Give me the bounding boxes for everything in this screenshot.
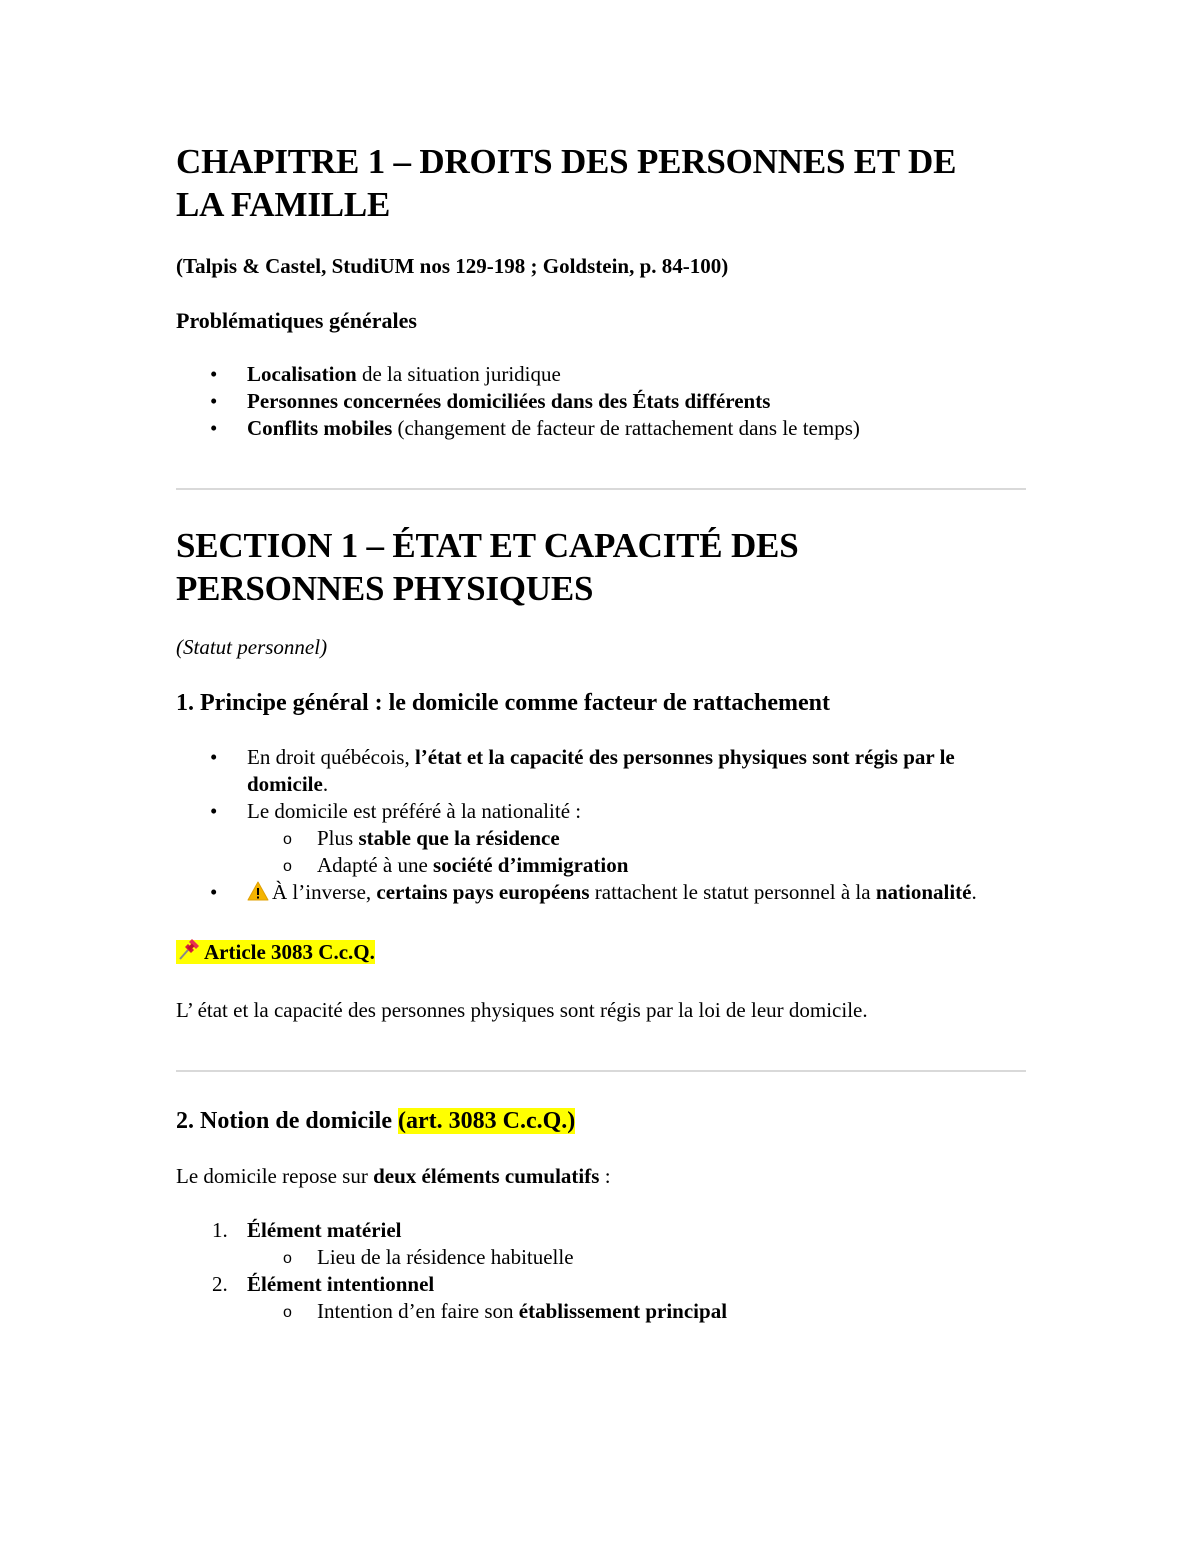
item-bold: l’état et la capacité des personnes physiques sont régis par le domicile: [247, 745, 955, 796]
list-item: [176, 1217, 1026, 1244]
item-bold: société d’immigration: [433, 853, 629, 877]
item-bold: Personnes concernées domiciliées dans des États différents: [247, 389, 771, 413]
item-bold: Conflits mobiles: [247, 416, 393, 440]
principe-list: [176, 744, 1026, 908]
item-text: Plus: [317, 826, 359, 850]
sub-bullet-icon: o: [283, 831, 292, 848]
item-bold: stable que la résidence: [358, 826, 560, 850]
problematiques-heading: Problématiques générales: [176, 308, 417, 333]
item-text: .: [971, 880, 977, 904]
item-text: rattachent le statut personnel à la: [589, 880, 876, 904]
sub-list-item: [176, 825, 1026, 852]
bullet-icon: •: [210, 799, 218, 823]
item-bold: certains pays européens: [376, 880, 590, 904]
intro-bold: deux éléments cumulatifs: [373, 1164, 600, 1188]
sub-list-item: [176, 1244, 1026, 1271]
sub-bullet-icon: o: [283, 858, 292, 875]
item-text: Lieu de la résidence habituelle: [317, 1245, 574, 1269]
section-divider: [176, 1070, 1026, 1072]
list-item: [176, 415, 1026, 442]
domicile-intro: [176, 1163, 1026, 1190]
principe-heading: 1. Principe général : le domicile comme facteur de rattachement: [176, 690, 830, 716]
list-number: 1.: [212, 1218, 228, 1242]
item-bold: établissement principal: [518, 1299, 728, 1323]
warning-icon: [247, 881, 269, 908]
item-bold: Élément intentionnel: [247, 1272, 435, 1296]
domicile-heading-highlight: (art. 3083 C.c.Q.): [398, 1108, 576, 1134]
intro-text: :: [599, 1164, 611, 1188]
item-text: Le domicile est préféré à la nationalité :: [247, 799, 582, 823]
item-text: de la situation juridique: [356, 362, 561, 386]
item-bold: nationalité: [875, 880, 972, 904]
bullet-icon: •: [210, 745, 218, 769]
list-item: [176, 388, 1026, 415]
item-text: En droit québécois,: [247, 745, 415, 769]
bullet-icon: •: [210, 389, 218, 413]
domicile-heading: [176, 1106, 1026, 1136]
section-divider: [176, 488, 1026, 490]
bullet-icon: •: [210, 362, 218, 386]
list-item: [176, 879, 1026, 908]
item-text: Intention d’en faire son: [317, 1299, 519, 1323]
item-text: À l’inverse,: [272, 880, 377, 904]
domicile-heading-text: 2. Notion de domicile: [176, 1108, 398, 1134]
item-text: Adapté à une: [317, 853, 434, 877]
intro-text: Le domicile repose sur: [176, 1164, 374, 1188]
domicile-elements-list: [176, 1217, 1026, 1325]
item-text: .: [322, 772, 329, 796]
article-label-line: [176, 936, 1026, 969]
article-text: L’ état et la capacité des personnes physiques sont régis par la loi de leur domicile.: [176, 998, 868, 1022]
list-item: [176, 361, 1026, 388]
article-highlight: [176, 940, 375, 964]
sub-bullet-icon: o: [283, 1250, 292, 1267]
list-item: [176, 744, 1026, 798]
chapter-title: CHAPITRE 1 – DROITS DES PERSONNES ET DE LA FAMILLE: [176, 142, 957, 224]
sub-list-item: [176, 1298, 1026, 1325]
item-bold: Localisation: [247, 362, 357, 386]
sub-bullet-icon: o: [283, 1304, 292, 1321]
list-item: [176, 1271, 1026, 1298]
bullet-icon: •: [210, 416, 218, 440]
sub-list-item: [176, 852, 1026, 879]
item-text: (changement de facteur de rattachement dans le temps): [392, 416, 860, 440]
article-label: Article 3083 C.c.Q.: [204, 940, 375, 964]
list-number: 2.: [212, 1272, 228, 1296]
problematiques-list: [176, 361, 1026, 442]
section-subtitle: (Statut personnel): [176, 635, 328, 659]
chapter-references: (Talpis & Castel, StudiUM nos 129-198 ; Goldstein, p. 84-100): [176, 254, 729, 278]
bullet-icon: •: [210, 880, 218, 904]
item-bold: Élément matériel: [247, 1218, 402, 1242]
document-content: [176, 140, 1026, 1325]
pushpin-icon: [176, 936, 202, 969]
list-item: [176, 798, 1026, 825]
section-title: SECTION 1 – ÉTAT ET CAPACITÉ DES PERSONNES PHYSIQUES: [176, 526, 799, 608]
